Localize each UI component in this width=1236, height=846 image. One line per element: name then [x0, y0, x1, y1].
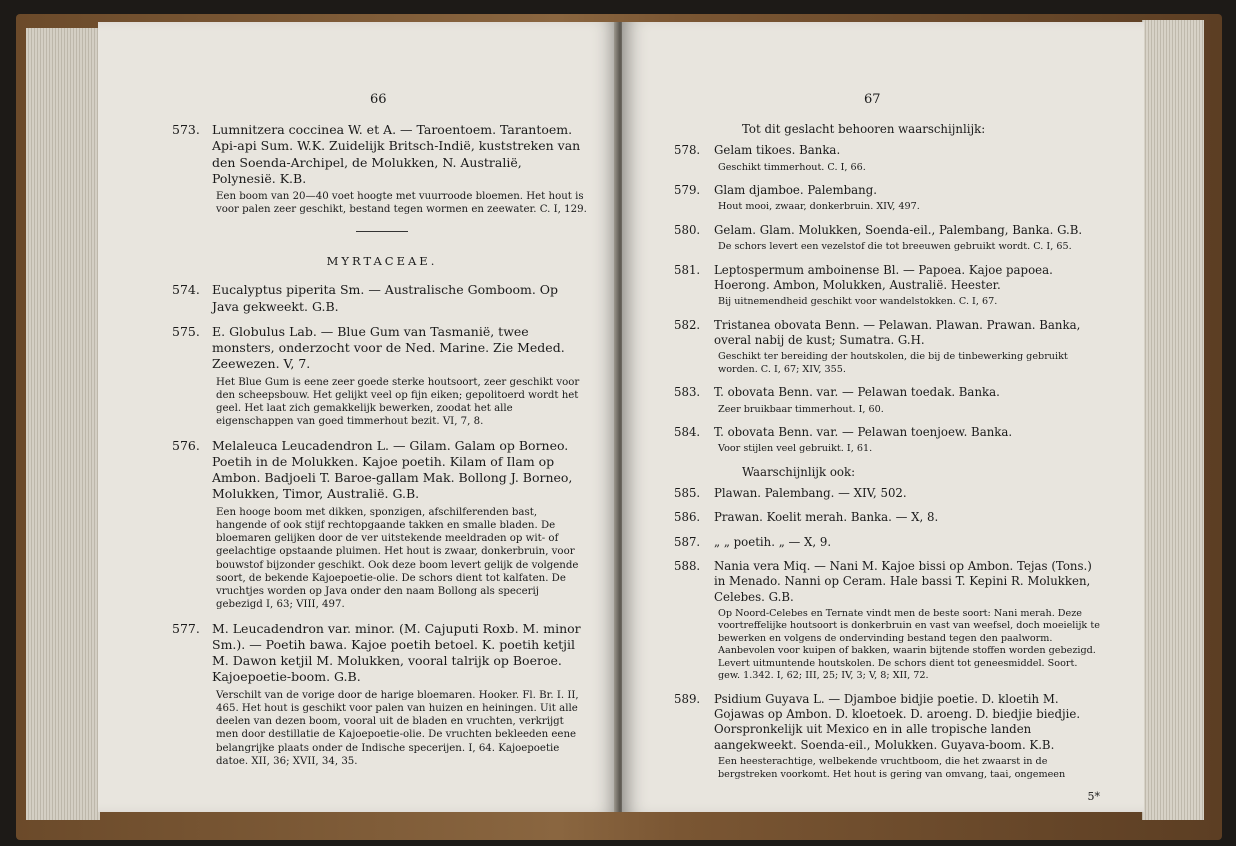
entry-number: 588. — [674, 558, 701, 573]
entry-note: Het Blue Gum is eene zeer goede sterke houtsoort, zeer geschikt voor den scheepsbouw. Het gelijkt veel op fijn eiken; gepolitoerd wordt het geel. Het laat zich gemakkelijk bewerken, zoodat het alle eigenschappen van goed timmerhout bezit. VI, 7, 8. — [216, 376, 580, 428]
entry-note: Verschilt van de vorige door de harige bloemaren. Hooker. Fl. Br. I. II, 465. Het hout is geschikt voor palen van huizen en heiningen. Uit alle deelen van dezen boom, vooral uit de bladen en vruchten, verkrijgt men door destillatie de Kajoepoetie-olie. De vruchten bekleeden eene belangrijke plaats onder de Indische specerijen. I, 64. Kajoepoetie datoe. XII, 36; XVII, 34, 35. — [216, 689, 579, 767]
entry-number: 576. — [172, 437, 200, 453]
entry-number: 585. — [674, 486, 701, 501]
list-item — [674, 425, 1100, 456]
entry-note: Hout mooi, zwaar, donkerbruin. XIV, 497. — [718, 201, 920, 213]
list-item — [674, 534, 1100, 550]
entry-number: 577. — [172, 620, 200, 636]
entry-note: Een boom van 20—40 voet hoogte met vuurroode bloemen. Het hout is voor palen zeer geschikt, bestand tegen wormen en zeewater. C. I, 129. — [216, 191, 587, 216]
entry-list — [172, 282, 588, 768]
entry-number: 580. — [674, 222, 701, 237]
list-item — [172, 437, 588, 612]
entry-text: Tristanea obovata Benn. — Pelawan. Plawan. Prawan. Banka, overal nabij de kust; Sumatra. G.H. — [714, 317, 1081, 347]
list-item — [172, 323, 588, 429]
entry-note: Een heesterachtige, welbekende vruchtboom, die het zwaarst in de bergstreken voorkomt. Het hout is gering van omvang, taai, ongemeen — [718, 756, 1066, 780]
list-item — [674, 143, 1100, 174]
right-page-content — [674, 122, 1100, 804]
entry-text: Leptospermum amboinense Bl. — Papoea. Kajoe papoea. Hoerong. Ambon, Molukken, Australië. Heester. — [714, 262, 1053, 292]
entry-text: Lumnitzera coccinea W. et A. — Taroentoem. Tarantoem. Api-api Sum. W.K. Zuidelijk Britsch-Indië, kuststreken van den Soenda-Archipel, de Molukken, N. Australië, Polynesië. K.B. — [212, 122, 581, 186]
entry-text: Gelam tikoes. Banka. — [714, 143, 841, 158]
entry-note: Voor stijlen veel gebruikt. I, 61. — [718, 443, 873, 455]
entry-number: 586. — [674, 510, 701, 525]
entry-note: Zeer bruikbaar timmerhout. I, 60. — [718, 403, 884, 415]
entry-text: Eucalyptus piperita Sm. — Australische Gomboom. Op Java gekweekt. G.B. — [212, 282, 559, 314]
entry-list — [674, 486, 1100, 781]
intro-line: Waarschijnlijk ook: — [742, 464, 856, 479]
entry-note: Bij uitnemendheid geschikt voor wandelstokken. C. I, 67. — [718, 296, 998, 308]
list-item — [172, 282, 588, 315]
entry-text: „ „ poetih. „ — X, 9. — [714, 534, 832, 549]
entry-note: Geschikt timmerhout. C. I, 66. — [718, 161, 866, 173]
list-item — [674, 317, 1100, 377]
entry-list — [172, 122, 588, 217]
entry-number: 578. — [674, 143, 701, 158]
list-item — [674, 262, 1100, 309]
left-page-content — [172, 122, 588, 777]
intro-line: Tot dit geslacht behooren waarschijnlijk: — [742, 122, 986, 136]
page-edges-right — [1142, 20, 1204, 820]
entry-text: Psidium Guyava L. — Djamboe bidjie poetie. D. kloetih M. Gojawas op Ambon. D. kloetoek. D. aroeng. D. biedjie biedjie. Oorspronkelijk uit Mexico en in alle tropische landen aangekweekt. Soenda-eil., Molukken. Guyava-boom. K.B. — [714, 691, 1081, 752]
family-heading: MYRTACEAE. — [326, 253, 438, 268]
entry-number: 573. — [172, 122, 200, 137]
entry-text: Melaleuca Leucadendron L. — Gilam. Galam op Borneo. Poetih in de Molukken. Kajoe poetih. Kilam of Ilam op Ambon. Badjoeli T. Baroe-gallam Mak. Bollong J. Borneo, Molukken, Timor, Australië. G.B. — [212, 437, 573, 502]
entry-text: Plawan. Palembang. — XIV, 502. — [714, 486, 907, 501]
entry-text: Gelam. Glam. Molukken, Soenda-eil., Palembang, Banka. G.B. — [714, 222, 1083, 237]
entry-note: Geschikt ter bereiding der houtskolen, die bij de tinbewerking gebruikt worden. C. I, 67; XIV, 355. — [718, 351, 1068, 375]
entry-note: De schors levert een vezelstof die tot breeuwen gebruikt wordt. C. I, 65. — [718, 241, 1072, 253]
entry-number: 587. — [674, 534, 701, 549]
entry-number: 574. — [172, 282, 200, 298]
entry-number: 583. — [674, 385, 701, 400]
entry-number: 575. — [172, 323, 200, 339]
list-item — [674, 385, 1100, 416]
entry-text: Prawan. Koelit merah. Banka. — X, 8. — [714, 510, 939, 525]
list-item — [172, 620, 588, 769]
list-item — [674, 222, 1100, 254]
entry-number: 584. — [674, 425, 701, 440]
list-item — [674, 558, 1100, 683]
section-divider — [356, 231, 408, 232]
entry-text: M. Leucadendron var. minor. (M. Cajuputi Roxb. M. minor Sm.). — Poetih bawa. Kajoe poetih betoel. K. poetih ketjil M. Dawon ketjil M. Molukken, vooral talrijk op Boeroe. Kajoepoetie-boom. G.B. — [212, 620, 581, 685]
page-edges-left — [26, 28, 100, 820]
list-item — [172, 122, 588, 217]
entry-text: E. Globulus Lab. — Blue Gum van Tasmanië, twee monsters, onderzocht voor de Ned. Marine. Zie Meded. Zeewezen. V, 7. — [212, 323, 565, 372]
list-item — [674, 510, 1100, 525]
page-number: 67 — [864, 92, 881, 107]
entry-number: 579. — [674, 183, 701, 198]
list-item — [674, 183, 1100, 214]
list-item — [674, 486, 1100, 501]
entry-text: T. obovata Benn. var. — Pelawan toedak. Banka. — [714, 385, 1000, 400]
entry-text: Glam djamboe. Palembang. — [714, 183, 877, 198]
page-number: 66 — [370, 92, 387, 107]
left-page — [98, 22, 618, 812]
entry-number: 581. — [674, 262, 701, 277]
entry-text: T. obovata Benn. var. — Pelawan toenjoew. Banka. — [714, 425, 1013, 440]
entry-list — [674, 143, 1100, 456]
entry-note: Een hooge boom met dikken, sponzigen, afschilferenden bast, hangende of ook stijf rechtopgaande takken en smalle bladen. De bloemaren gelijken door de ver uitstekende meeldraden op wit- of geelachtige opstaande pluimen. Het hout is zwaar, donkerbruin, voor bouwstof bijzonder geschikt. Ook deze boom levert gelijk de volgende soort, de bekende Kajoepoetie-olie. De schors dient tot kalfaten. De vruchtjes worden op Java onder den naam Bollong als specerij gebezigd I, 63; VIII, 497. — [216, 506, 579, 611]
signature-mark: 5* — [1087, 790, 1100, 804]
entry-note: Op Noord-Celebes en Ternate vindt men de beste soort: Nani merah. Deze voortreffelijke houtsoort is donkerbruin en vast van weefsel, doch moeielijk te bewerken en volgens de ondervinding bestand tegen den paalworm. Aanbevolen voor kuipen of bakken, waarin bijtende stoffen worden gebezigd. Levert uitmuntende houtskolen. De schors dient tot geneesmiddel. Soort. gew. 1.342. I, 62; III, 25; IV, 3; V, 8; XII, 72. — [718, 607, 1100, 682]
entry-text: Nania vera Miq. — Nani M. Kajoe bissi op Ambon. Tejas (Tons.) in Menado. Nanni op Ceram. Hale bassi T. Kepini R. Molukken, Celebes. G.B. — [714, 558, 1092, 604]
right-page — [622, 22, 1144, 812]
entry-number: 582. — [674, 317, 701, 332]
entry-number: 589. — [674, 691, 701, 706]
list-item — [674, 691, 1100, 781]
